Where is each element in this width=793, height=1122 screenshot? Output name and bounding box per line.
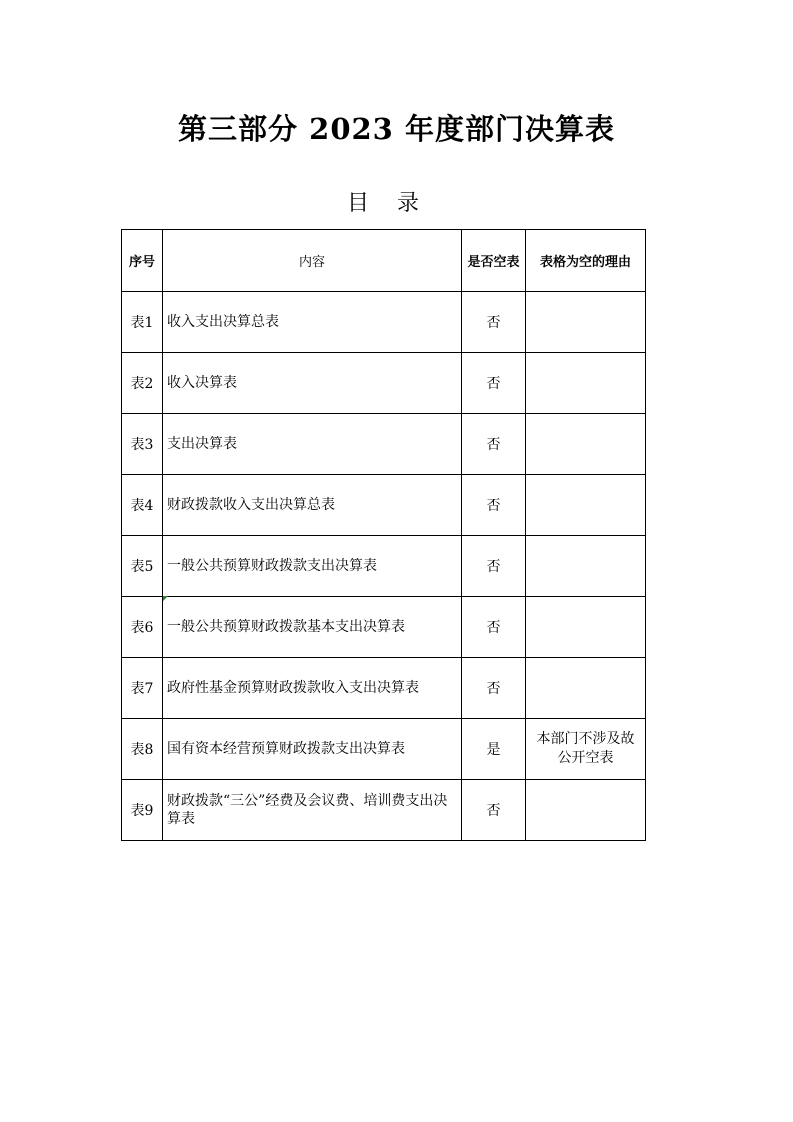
row-seq: 表2: [122, 353, 163, 414]
table-row: [122, 780, 646, 841]
toc-heading-char-2: 录: [397, 191, 420, 216]
toc-table: [121, 229, 646, 841]
row-seq: 表1: [122, 292, 163, 353]
row-reason: [526, 597, 646, 658]
table-row: [122, 292, 646, 353]
table-row: [122, 719, 646, 780]
table-header-row: [122, 230, 646, 292]
cell-comment-marker: [163, 596, 168, 601]
table-row: [122, 597, 646, 658]
row-is-empty: 否: [462, 475, 526, 536]
row-is-empty: 否: [462, 536, 526, 597]
row-reason: [526, 353, 646, 414]
row-reason: [526, 780, 646, 841]
row-content: 国有资本经营预算财政拨款支出决算表: [163, 719, 462, 780]
row-content: 财政拨款收入支出决算总表: [163, 475, 462, 536]
row-is-empty: 否: [462, 597, 526, 658]
row-seq: 表4: [122, 475, 163, 536]
row-seq: 表3: [122, 414, 163, 475]
row-reason: 本部门不涉及故公开空表: [526, 719, 646, 780]
row-is-empty: 否: [462, 353, 526, 414]
row-reason: [526, 414, 646, 475]
row-reason: [526, 658, 646, 719]
page-title: 第三部分 2023 年度部门决算表: [178, 112, 615, 146]
row-is-empty: 否: [462, 292, 526, 353]
row-content: [163, 597, 462, 658]
row-seq: 表9: [122, 780, 163, 841]
row-seq: 表6: [122, 597, 163, 658]
row-is-empty: 否: [462, 414, 526, 475]
row-is-empty: 否: [462, 658, 526, 719]
row-seq: 表5: [122, 536, 163, 597]
row-content: 收入支出决算总表: [163, 292, 462, 353]
row-reason: [526, 536, 646, 597]
toc-heading-char-1: 目: [346, 191, 369, 216]
row-content: 支出决算表: [163, 414, 462, 475]
row-seq: 表7: [122, 658, 163, 719]
table-row: [122, 658, 646, 719]
row-content-text: 一般公共预算财政拨款基本支出决算表: [167, 619, 405, 635]
table-row: [122, 414, 646, 475]
row-reason: [526, 475, 646, 536]
header-reason: 表格为空的理由: [526, 230, 646, 292]
table-row: [122, 475, 646, 536]
row-content: 财政拨款“三公”经费及会议费、培训费支出决算表: [163, 780, 462, 841]
row-seq: 表8: [122, 719, 163, 780]
table-row: [122, 353, 646, 414]
row-is-empty: 是: [462, 719, 526, 780]
header-is-empty: 是否空表: [462, 230, 526, 292]
row-is-empty: 否: [462, 780, 526, 841]
row-content: 政府性基金预算财政拨款收入支出决算表: [163, 658, 462, 719]
table-row: [122, 536, 646, 597]
header-seq: 序号: [122, 230, 163, 292]
toc-heading: [0, 186, 766, 217]
header-content: 内容: [163, 230, 462, 292]
row-content: 一般公共预算财政拨款支出决算表: [163, 536, 462, 597]
row-content: 收入决算表: [163, 353, 462, 414]
row-reason: [526, 292, 646, 353]
